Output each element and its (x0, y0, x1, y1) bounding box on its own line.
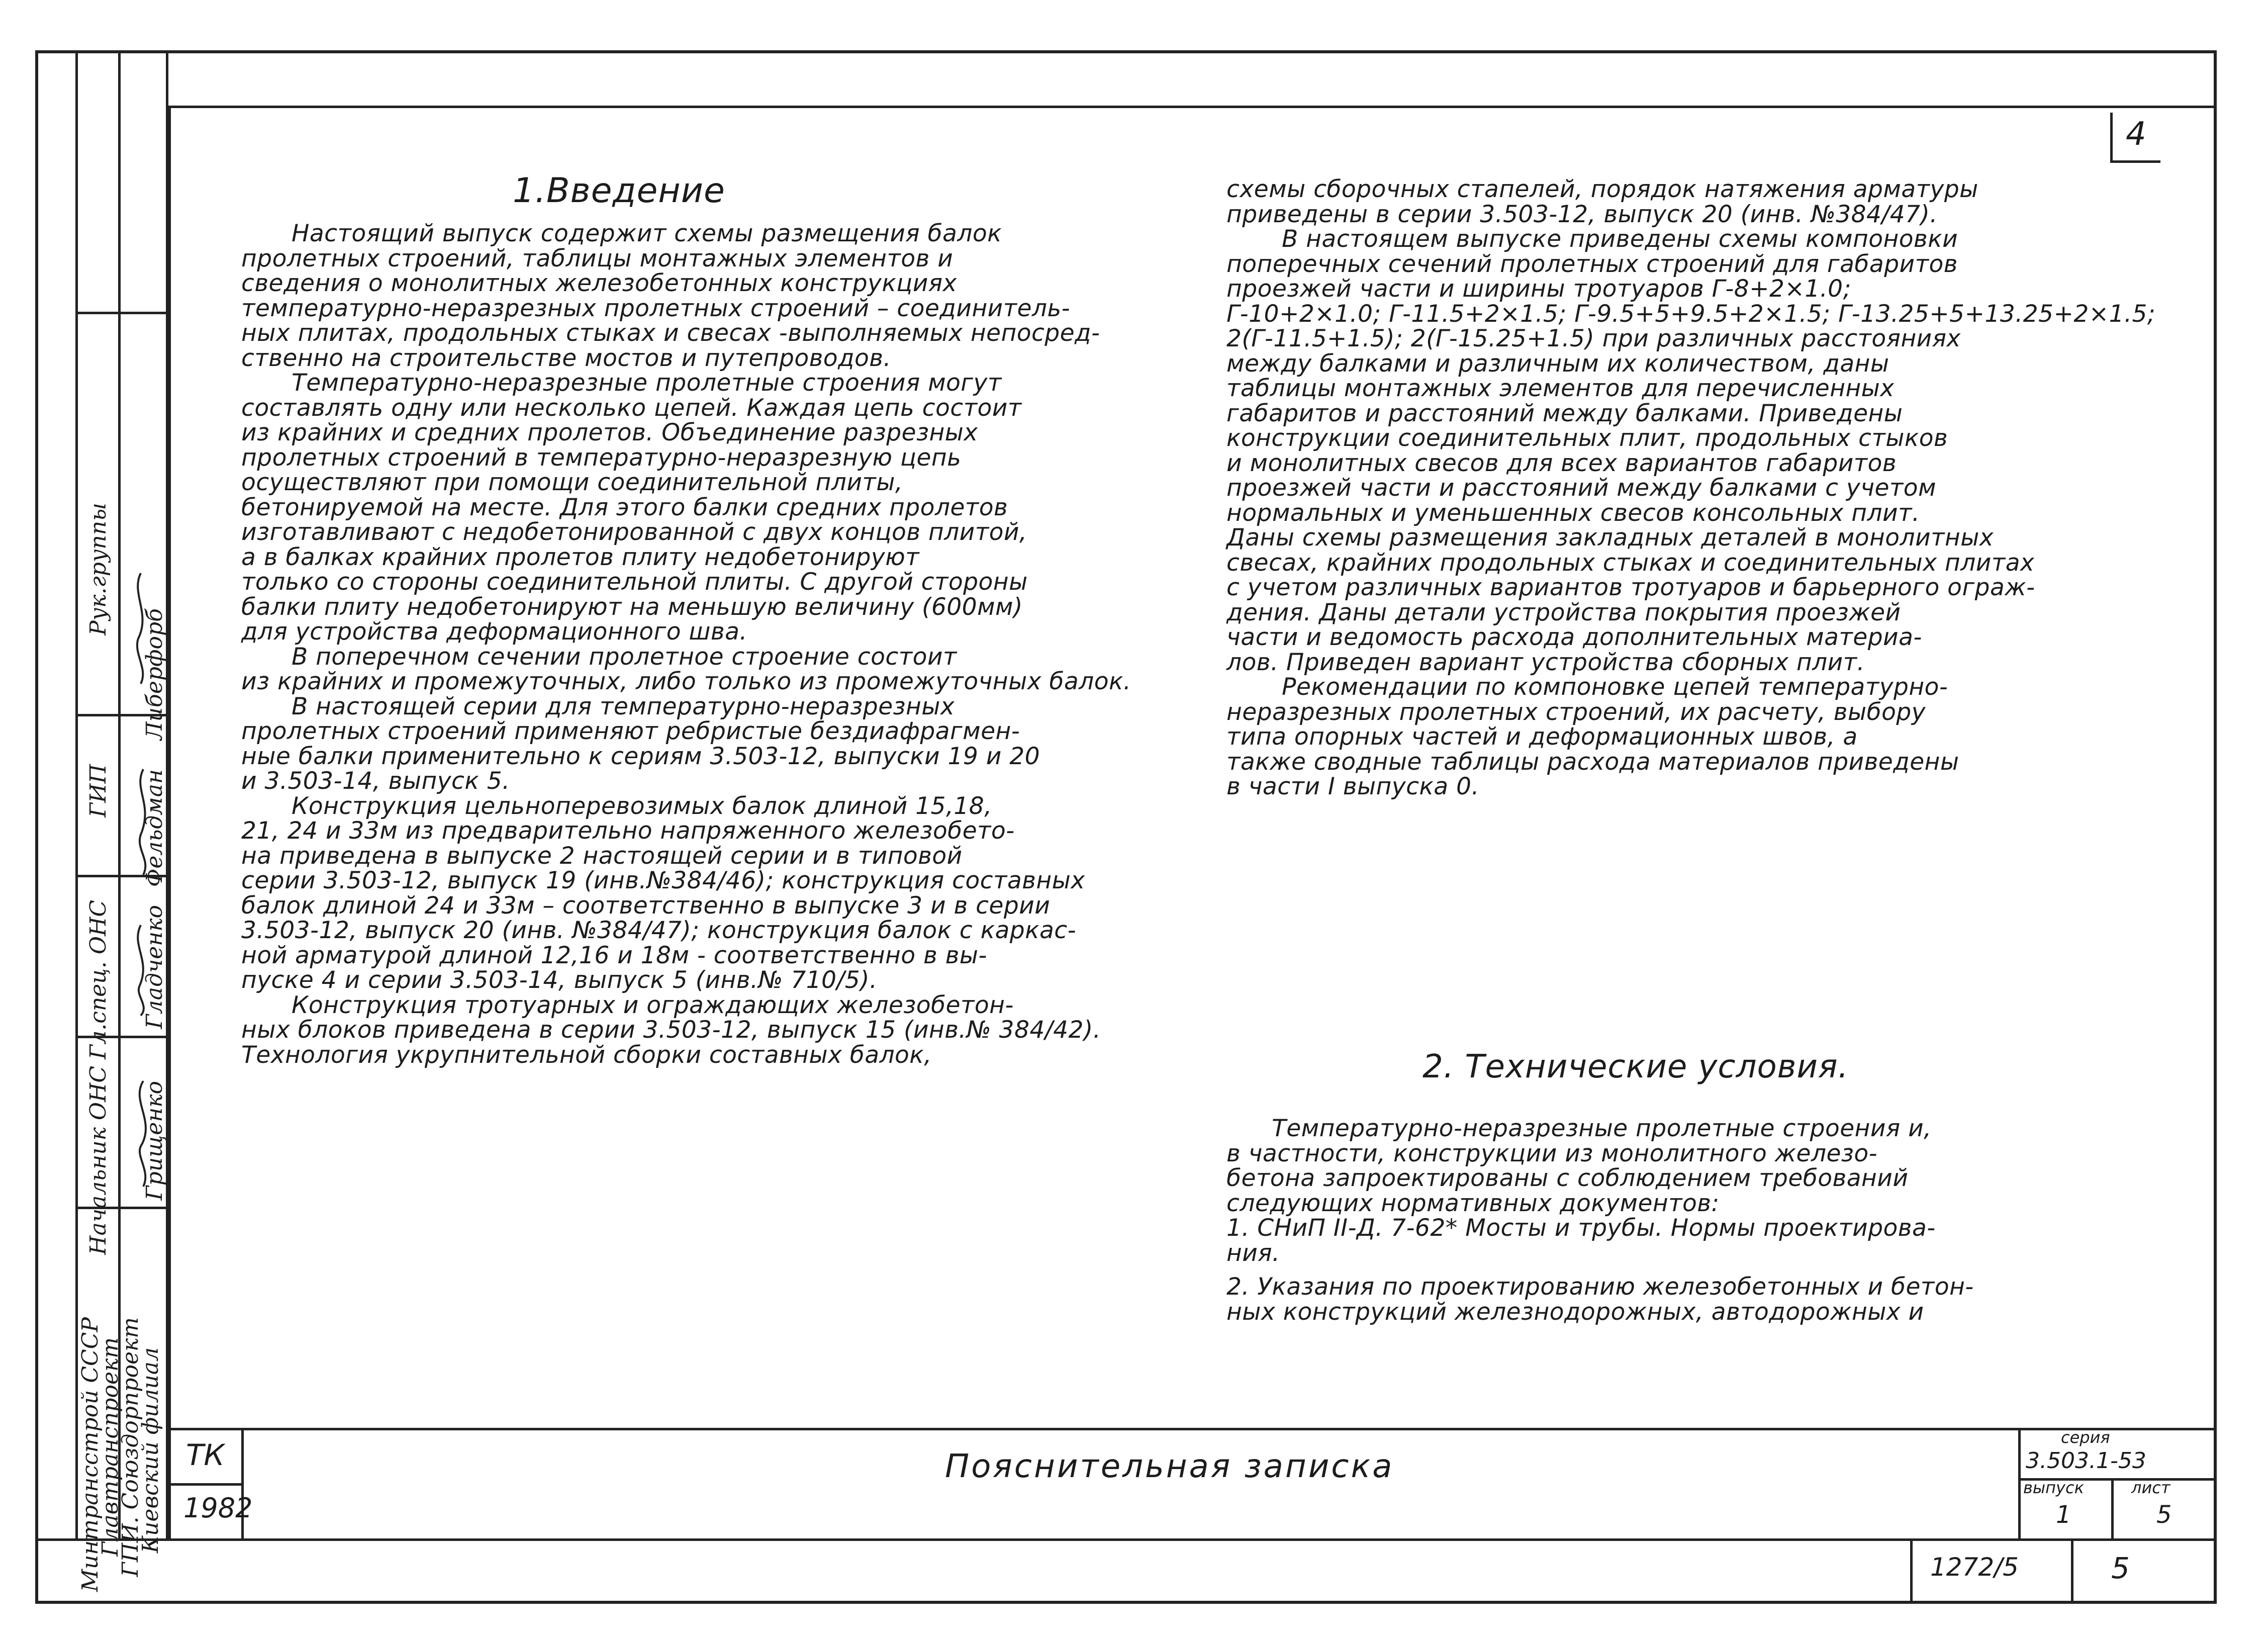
right-text-line: таблицы монтажных элементов для перечисленных (1226, 375, 1895, 402)
section-title-2: 2. Технические условия. (1423, 1048, 1849, 1085)
left-text-line: В поперечном сечении пролетное строение состоит (292, 643, 957, 671)
right-text-line: конструкции соединительных плит, продольных стыков (1226, 424, 1948, 452)
right-text-line: габаритов и расстояний между балками. Приведены (1226, 399, 1903, 427)
right-text-line: Даны схемы размещения закладных деталей в монолитных (1226, 524, 1994, 552)
left-text-line: ных плитах, продольных стыках и свесах -выполняемых непосред- (241, 319, 1100, 347)
series-label: серия (2061, 1428, 2110, 1447)
right-text-line: также сводные таблицы расхода материалов приведены (1226, 748, 1959, 776)
right-text-line: приведены в серии 3.503-12, выпуск 20 (инв. №384/47). (1226, 200, 1938, 228)
stamp-role-3: Гл.спец. ОНС (85, 900, 111, 1059)
series-value: 3.503.1-53 (2026, 1448, 2146, 1474)
right-text-line: дения. Даны детали устройства покрытия проезжей (1226, 598, 1901, 626)
right-text-line: свесах, крайних продольных стыках и соединительных плитах (1226, 549, 2035, 577)
right-text-line: поперечных сечений пролетных строений для габаритов (1226, 250, 1958, 278)
stamp-name-2: Фельдман (142, 769, 167, 887)
left-text-line: В настоящей серии для температурно-неразрезных (292, 692, 955, 720)
right-text-line: и монолитных свесов для всех вариантов габаритов (1226, 449, 1897, 477)
issue-value: 1 (2056, 1501, 2071, 1529)
right-text-line: проезжей части и расстояний между балками с учетом (1226, 474, 1937, 502)
left-text-line: а в балках крайних пролетов плиту недобетонируют (241, 543, 920, 571)
right-text-line: с учетом различных вариантов тротуаров и барьерного ограж- (1226, 574, 2035, 601)
stamp-name-3: Гладченко (142, 905, 167, 1029)
stamp-org-4: Киевский филиал (138, 1347, 163, 1553)
right-text-line: Рекомендации по компоновке цепей температурно- (1282, 673, 1948, 701)
right-text-line: типа опорных частей и деформационных швов, а (1226, 723, 1858, 751)
left-text-line: изготавливают с недобетонированной с двух концов плитой, (241, 518, 1027, 546)
right-column-text-b (1226, 1116, 1974, 1324)
right-text-line: между балками и различным их количеством, даны (1226, 349, 1889, 378)
left-text-line: 3.503-12, выпуск 20 (инв. №384/47); конструкция балок с каркас- (241, 917, 1077, 944)
right-text-line: 2. Указания по проектированию железобетонных и бетон- (1226, 1273, 1974, 1301)
section-title-1: 1.Введение (513, 171, 725, 211)
left-text-line: серии 3.503-12, выпуск 19 (инв.№384/46); конструкция составных (241, 867, 1085, 894)
stamp-org-1: Минтрансстрой СССР (77, 1317, 103, 1592)
left-column-text (241, 221, 1131, 1067)
right-text-line: части и ведомость расхода дополнительных материа- (1226, 623, 1922, 651)
left-text-line: ственно на строительстве мостов и путепроводов. (241, 344, 891, 372)
sheet-value: 5 (2156, 1501, 2172, 1529)
stamp-role-4: Начальник ОНС (85, 1066, 111, 1255)
right-text-line: нормальных и уменьшенных свесов консольных плит. (1226, 499, 1920, 527)
left-text-line: сведения о монолитных железобетонных конструкциях (241, 269, 957, 297)
right-text-line: В настоящем выпуске приведены схемы компоновки (1282, 225, 1958, 253)
left-text-line: из крайних и промежуточных, либо только из промежуточных балок. (241, 668, 1131, 695)
left-text-line: ные балки применительно к сериям 3.503-12, выпуски 19 и 20 (241, 742, 1041, 770)
right-text-line: Температурно-неразрезные пролетные строения и, (1272, 1115, 1932, 1142)
document-title: Пояснительная записка (945, 1448, 1394, 1485)
org-code: ТК (186, 1438, 225, 1472)
left-text-line: Настоящий выпуск содержит схемы размещения балок (292, 220, 1002, 247)
right-text-line: 1. СНиП II-Д. 7-62* Мосты и трубы. Нормы проектирова- (1226, 1214, 1936, 1242)
right-text-line: схемы сборочных стапелей, порядок натяжения арматуры (1226, 175, 1978, 203)
left-text-line: бетонируемой на месте. Для этого балки средних пролетов (241, 493, 1008, 521)
stamp-org-2: Главтранспроект (98, 1337, 123, 1557)
left-text-line: пролетных строений, таблицы монтажных элементов и (241, 244, 954, 272)
stamp-name-1: Либерфорб (142, 608, 167, 741)
stamp-name-4: Грищенко (142, 1081, 167, 1201)
left-text-line: из крайних и средних пролетов. Объединение разрезных (241, 419, 978, 446)
right-text-line: бетона запроектированы с соблюдением требований (1226, 1164, 1909, 1192)
right-text-line: Г-10+2×1.0; Г-11.5+2×1.5; Г-9.5+5+9.5+2×1.5; Г-13.25+5+13.25+2×1.5; (1226, 300, 2156, 328)
right-text-line: в частности, конструкции из монолитного железо- (1226, 1139, 1878, 1167)
page-number: 5 (2111, 1551, 2130, 1585)
left-text-line: для устройства деформационного шва. (241, 618, 747, 646)
left-text-line: Технология укрупнительной сборки составных балок, (241, 1041, 932, 1069)
left-text-line: ных блоков приведена в серии 3.503-12, выпуск 15 (инв.№ 384/42). (241, 1016, 1101, 1044)
right-text-line: лов. Приведен вариант устройства сборных плит. (1226, 648, 1865, 676)
left-text-line: 21, 24 и 33м из предварительно напряженного железобето- (241, 817, 1015, 845)
left-text-line: пролетных строений применяют ребристые бездиафрагмен- (241, 717, 1020, 745)
left-text-line: на приведена в выпуске 2 настоящей серии и в типовой (241, 842, 963, 870)
left-text-line: только со стороны соединительной плиты. С другой стороны (241, 568, 1028, 596)
top-page-number-box (2110, 113, 2160, 163)
left-text-line: составлять одну или несколько цепей. Каждая цепь состоит (241, 394, 1022, 422)
left-text-line: температурно-неразрезных пролетных строений – соединитель- (241, 294, 1071, 322)
right-text-line: неразрезных пролетных строений, их расчету, выбору (1226, 698, 1926, 726)
issue-label: выпуск (2023, 1478, 2084, 1497)
stamp-role-2: ГИП (85, 764, 111, 817)
left-text-line: балки плиту недобетонируют на меньшую величину (600мм) (241, 593, 1023, 621)
right-text-line: ния. (1226, 1239, 1280, 1267)
left-text-line: Конструкция цельноперевозимых балок длиной 15,18, (292, 792, 992, 820)
sheet-label: лист (2131, 1478, 2170, 1497)
left-text-line: пролетных строений в температурно-неразрезную цепь (241, 443, 962, 472)
inventory-number: 1272/5 (1930, 1553, 2019, 1582)
right-text-line: в части I выпуска 0. (1226, 773, 1479, 800)
right-text-line: следующих нормативных документов: (1226, 1189, 1720, 1217)
stamp-org-3: ГПИ. Союздорпроект (118, 1317, 143, 1577)
stamp-role-1: Рук.группы (85, 503, 111, 635)
top-page-number: 4 (2126, 116, 2147, 153)
left-text-line: осуществляют при помощи соединительной плиты, (241, 469, 903, 496)
side-stamp (35, 50, 168, 1592)
right-column-text-a (1226, 177, 2155, 799)
left-text-line: Температурно-неразрезные пролетные строения могут (292, 369, 1002, 397)
right-text-line: ных конструкций железнодорожных, автодорожных и (1226, 1298, 1924, 1326)
right-text-line: проезжей части и ширины тротуаров Г-8+2×1.0; (1226, 275, 1851, 303)
right-text-line: 2(Г-11.5+1.5); 2(Г-15.25+1.5) при различных расстояниях (1226, 325, 1961, 352)
left-text-line: пуске 4 и серии 3.503-14, выпуск 5 (инв.№ 710/5). (241, 966, 878, 994)
left-text-line: Конструкция тротуарных и ограждающих железобетон- (292, 991, 1014, 1019)
left-text-line: ной арматурой длиной 12,16 и 18м - соответственно в вы- (241, 941, 987, 969)
left-text-line: балок длиной 24 и 33м – соответственно в выпуске 3 и в серии (241, 891, 1051, 920)
year: 1982 (183, 1492, 253, 1524)
left-text-line: и 3.503-14, выпуск 5. (241, 767, 510, 795)
